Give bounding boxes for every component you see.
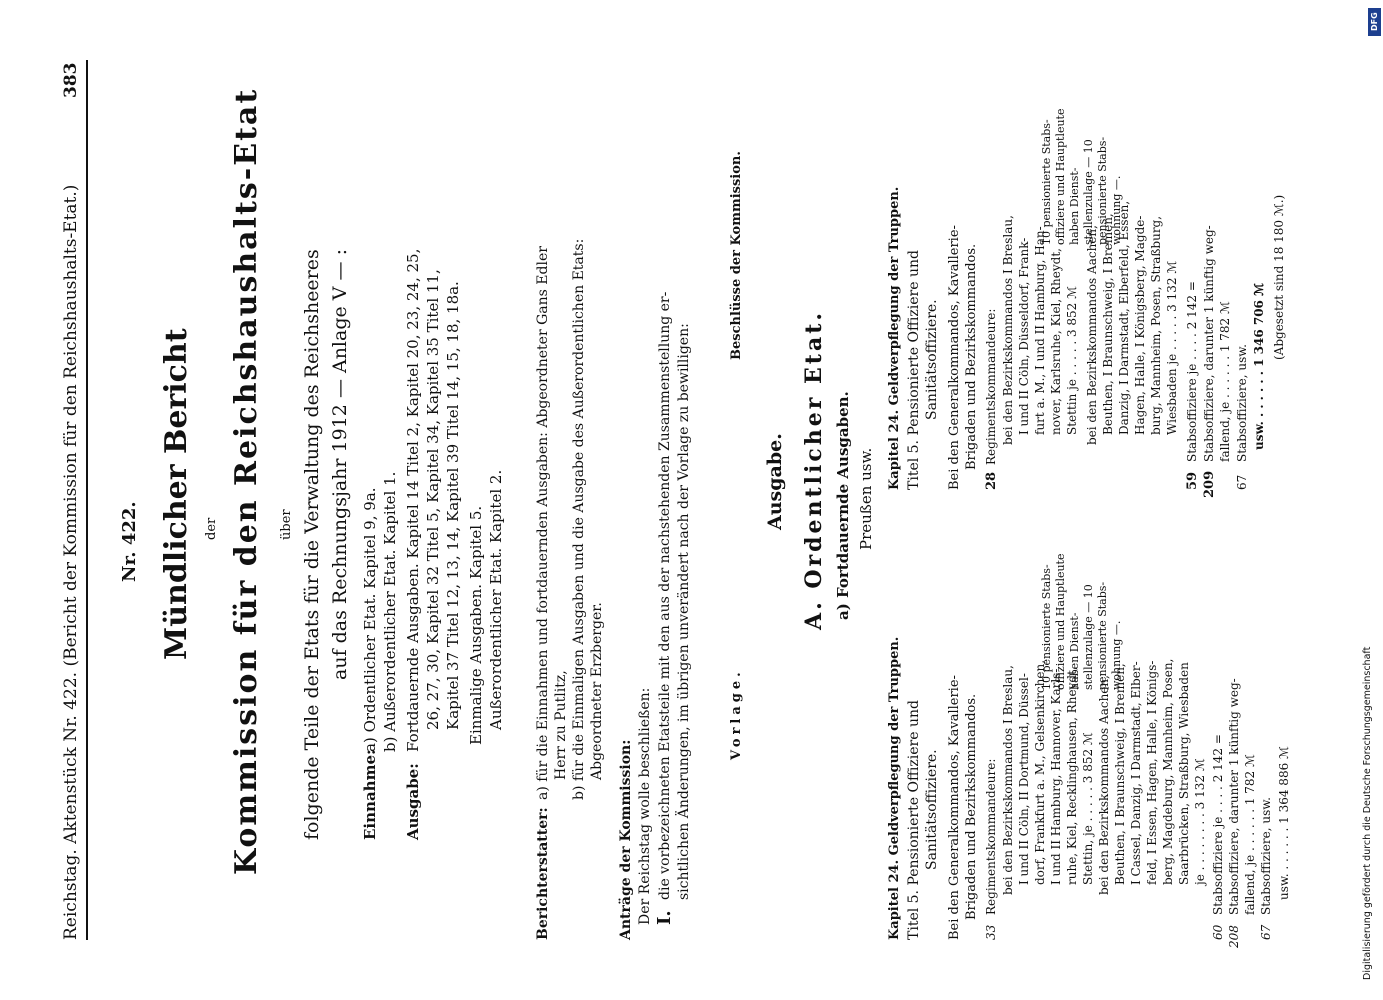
report-number: Nr. 422. (119, 501, 140, 582)
left-num-67: 67 (1259, 924, 1273, 940)
right-brace-line-2: offiziere und Hauptleute haben Dienst- (1054, 108, 1081, 245)
title-line-1: Mündlicher Bericht (159, 328, 194, 660)
left-brace-line-1: 10 pensionierte Stabs- (1040, 564, 1053, 690)
berichterstatter-b2: Abgeordneter Erzberger. (589, 602, 605, 780)
right-titel: Titel 5. Pensionierte Offiziere und (906, 250, 922, 490)
right-reg-3: furt a. M., I und II Hamburg, Han- (1033, 226, 1047, 435)
left-stab-208a: Stabsoffiziere, darunter 1 künftig weg- (1227, 678, 1241, 915)
right-reg-7: Beuthen, I Braunschweig, I Bremen, (1101, 213, 1115, 435)
running-header: Reichstag. Aktenstück Nr. 422. (Bericht der Kommission für den Reichshaushalts-Etat.) (61, 184, 81, 940)
left-bei-1: Bei den Generalkommandos, Kavallerie- (947, 675, 962, 940)
title-line-2: Kommission für den Reichshaushalts-Etat (229, 87, 264, 875)
left-brace-line-3: stellenzulage — 10 pensionierte Stabs- (1082, 581, 1109, 690)
right-regimentskommandeure: Regimentskommandeure: (984, 308, 998, 465)
left-num-208: 208 (1227, 925, 1241, 948)
right-kapitel: Kapitel 24. Geldverpflegung der Truppen. (887, 186, 902, 490)
ordentlicher-etat-heading: A. Ordentlicher Etat. (801, 309, 827, 630)
antraege-intro: Der Reichstag wolle beschließen: (637, 687, 653, 925)
ausgabe-line-3: Kapitel 37 Titel 12, 13, 14, Kapitel 39 Titel 14, 15, 18, 18a. (444, 281, 462, 730)
right-brace-line-4: wohnung —. (1110, 175, 1123, 245)
title-line-3: folgende Teile der Etats für die Verwaltung des Reichsheeres (301, 249, 323, 840)
left-reg-4: I und II Hamburg, Hannover, Karls- (1049, 668, 1063, 885)
right-num-28: 28 (984, 471, 999, 490)
berichterstatter-a1: a) für die Einnahmen und fortdauernden Ausgaben: Abgeordneter Gans Edler (535, 246, 551, 800)
right-bei-1: Bei den Generalkommandos, Kavallerie- (947, 225, 962, 490)
right-stab-59: Stabsoffiziere je . . . . 2 142 = (1185, 281, 1199, 462)
left-stab-60: Stabsoffiziere je . . . . 2 142 = (1211, 734, 1225, 915)
right-reg-11: Wiesbaden je . . . . . 3 132 ℳ (1165, 260, 1179, 435)
ausgabe-heading: Ausgabe. (764, 433, 786, 530)
left-num-33: 33 (984, 924, 998, 940)
left-reg-13: je . . . . . . . . 3 132 ℳ (1193, 758, 1207, 885)
right-num-67: 67 (1235, 474, 1249, 490)
right-reg-9: Hagen, Halle, I Königsberg, Magde- (1133, 215, 1147, 435)
title-line-4: auf das Rechnungsjahr 1912 — Anlage V — : (329, 249, 351, 680)
ausgabe-line-2: 26, 27, 30, Kapitel 32 Titel 5, Kapitel 34, Kapitel 35 Titel 11, (424, 269, 442, 730)
right-bei-2: Brigaden und Bezirkskommandos. (964, 243, 979, 470)
left-reg-10: feld, I Essen, Hagen, Halle, I Königs- (1145, 660, 1159, 885)
preussen-heading: Preußen usw. (857, 447, 875, 550)
antraege-line-2: sichtlichen Änderungen, im übrigen unverändert nach der Vorlage zu bewilligen: (676, 323, 692, 900)
right-reg-10: burg, Mannheim, Posen, Straßburg, (1149, 215, 1163, 435)
left-stab-208b: fallend, je . . . . . . 1 782 ℳ (1243, 754, 1257, 915)
right-total: usw. . . . . . . 1 346 706 ℳ (1252, 283, 1266, 450)
right-reg-4: nover, Karlsruhe, Kiel, Rheydt, (1049, 248, 1063, 435)
left-reg-8: Beuthen, I Braunschweig, I Bremen, (1113, 663, 1127, 885)
left-reg-2: I und II Cöln, II Dortmund, Düssel- (1017, 673, 1031, 885)
column-head-beschluesse: Beschlüsse der Kommission. (729, 151, 744, 360)
left-brace-note (1040, 520, 1123, 690)
right-reg-2: I und II Cöln, Düsseldorf, Frank- (1017, 237, 1031, 435)
right-stab-67: Stabsoffiziere, usw. (1235, 344, 1249, 462)
antraege-number: I. (654, 910, 675, 925)
left-reg-7: bei den Bezirkskommandos Aachen, (1097, 675, 1111, 895)
right-reg-6: bei den Bezirkskommandos Aachen, (1085, 225, 1099, 445)
left-reg-12: Saarbrücken, Straßburg, Wiesbaden (1177, 662, 1191, 885)
einnahme-b: b) Außerordentlicher Etat. Kapitel 1. (381, 471, 399, 752)
left-regimentskommandeure: Regimentskommandeure: (984, 758, 998, 915)
right-num-59: 59 (1185, 471, 1200, 490)
berichterstatter-b1: b) für die Einmaligen Ausgaben und die Ausgabe des Außerordentlichen Etats: (571, 238, 587, 800)
page-number: 383 (61, 62, 81, 98)
right-titel-2: Sanitätsoffiziere. (924, 299, 940, 420)
left-kapitel: Kapitel 24. Geldverpflegung der Truppen. (887, 636, 902, 940)
fortdauernde-heading: a) Fortdauernde Ausgaben. (834, 391, 852, 620)
left-reg-6: Stettin, je . . . . . 3 852 ℳ (1081, 732, 1095, 885)
digitization-credit: Digitalisierung gefördert durch die Deutsche Forschungsgemeinschaft (1362, 646, 1373, 980)
right-stab-209a: Stabsoffiziere, darunter 1 künftig weg- (1202, 225, 1216, 462)
left-brace-line-2: offiziere und Hauptleute haben Dienst- (1054, 553, 1081, 690)
title-ueber: über (279, 509, 294, 540)
einnahme-label: Einnahme: (361, 749, 379, 840)
header-rule (86, 60, 88, 940)
left-titel-2: Sanitätsoffiziere. (924, 749, 940, 870)
left-total: usw. . . . . . . 1 364 886 ℳ (1277, 746, 1291, 900)
ausgabe-line-1: Fortdauernde Ausgaben. Kapitel 14 Titel 2, Kapitel 20, 23, 24, 25, (404, 248, 422, 752)
right-num-209: 209 (1202, 470, 1217, 498)
ausgabe-line-4: Einmalige Ausgaben. Kapitel 5. (467, 505, 485, 745)
right-reg-1: bei den Bezirkskommandos I Breslau, (1001, 215, 1015, 445)
right-reg-8: Danzig, I Darmstadt, Elberfeld, Essen, (1117, 200, 1131, 435)
ausgabe-label: Ausgabe: (404, 763, 422, 840)
credit-strip (1362, 20, 1378, 990)
left-reg-11: berg, Magdeburg, Mannheim, Posen, (1161, 658, 1175, 885)
ausgabe-line-5: Außerordentlicher Etat. Kapitel 2. (487, 469, 505, 730)
right-reg-5: Stettin je . . . . . 3 852 ℳ (1065, 286, 1079, 435)
left-titel: Titel 5. Pensionierte Offiziere und (906, 700, 922, 940)
antraege-line-1: die vorbezeichneten Etatsteile mit den aus der nachstehenden Zusammenstellung er- (657, 291, 673, 900)
right-brace-line-1: 10 pensionierte Stabs- (1040, 119, 1053, 245)
left-reg-5: ruhe, Kiel, Recklinghausen, Rheydt, (1065, 666, 1079, 885)
left-reg-9: I Cassel, Danzig, I Darmstadt, Elber- (1129, 661, 1143, 885)
right-brace-line-3: stellenzulage — 10 pensionierte Stabs- (1082, 136, 1109, 245)
left-reg-3: dorf, Frankfurt a. M., Gelsenkirchen, (1033, 659, 1047, 885)
left-bei-2: Brigaden und Bezirkskommandos. (964, 693, 979, 920)
column-head-vorlage: Vorlage. (729, 668, 744, 760)
left-num-60: 60 (1211, 924, 1225, 940)
berichterstatter-label: Berichterstatter: (535, 807, 551, 940)
right-brace-note (1040, 75, 1123, 245)
left-stab-67: Stabsoffiziere, usw. (1259, 797, 1273, 915)
title-der: der (204, 517, 219, 540)
right-stab-209b: fallend, je . . . . . . 1 782 ℳ (1218, 301, 1232, 462)
rotated-document (40, 60, 1320, 960)
antraege-heading: Anträge der Kommission: (618, 739, 634, 940)
left-brace-line-4: wohnung —. (1110, 620, 1123, 690)
berichterstatter-a2: Herr zu Putlitz, (553, 670, 569, 780)
einnahme-a: a) Ordentlicher Etat. Kapitel 9, 9a. (361, 487, 379, 752)
left-reg-1: bei den Bezirkskommandos I Breslau, (1001, 665, 1015, 895)
dfg-logo: DFG (1368, 8, 1381, 36)
right-abgesetzt: (Abgesetzt sind 18 180 ℳ.) (1272, 194, 1286, 360)
